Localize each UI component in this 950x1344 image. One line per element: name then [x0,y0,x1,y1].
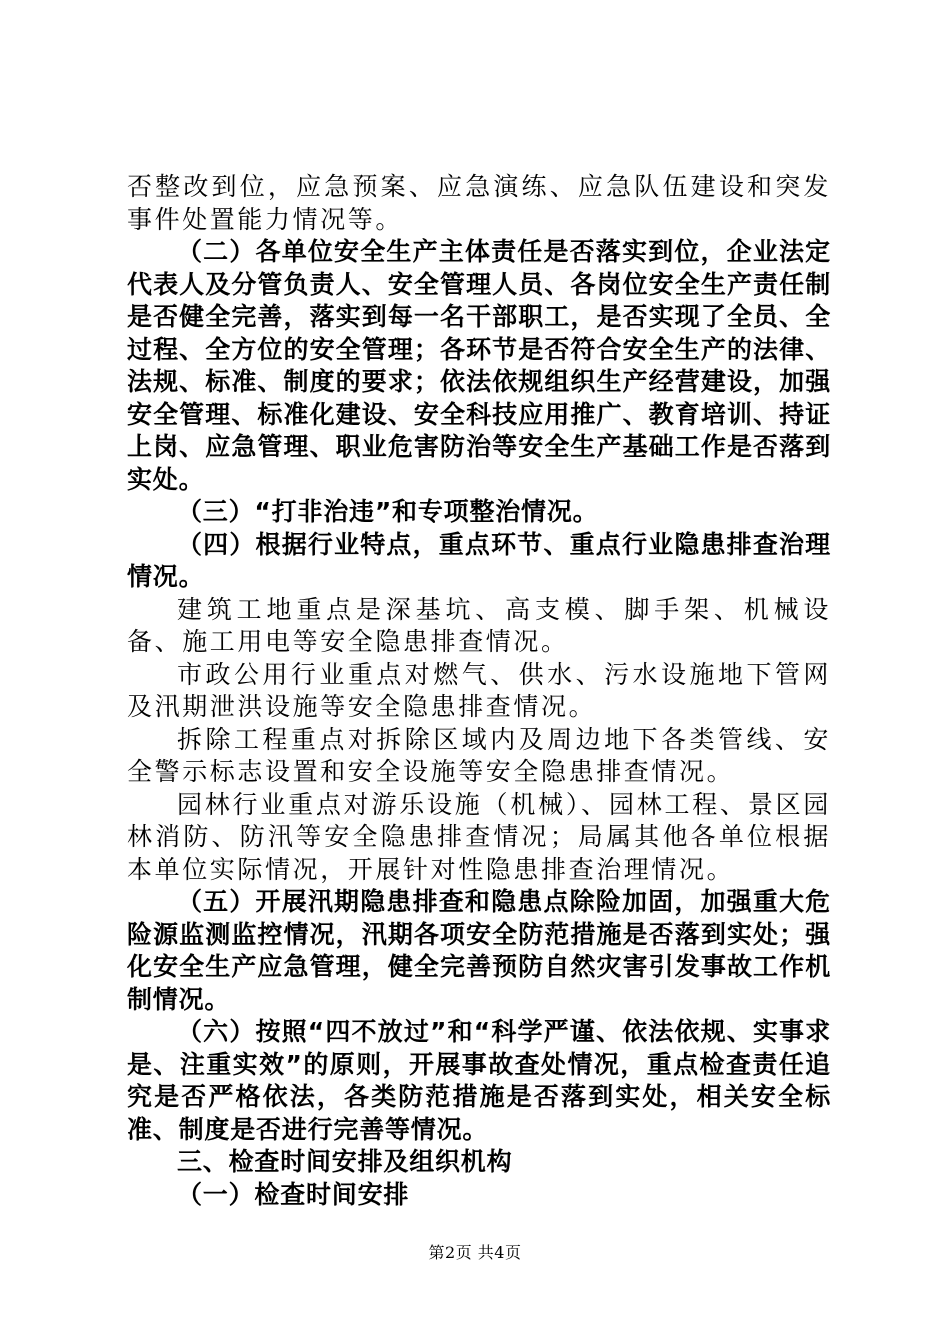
paragraph-item-6: （六）按照“四不放过”和“科学严谨、依法依规、实事求是、注重实效”的原则，开展事故查处情况，重点检查责任追究是否严格依法，各类防范措施是否落到实处，相关安全标准、制度是否进行完善等情况。 [127,1017,831,1144]
paragraph-item-3: （三）“打非治违”和专项整治情况。 [177,497,599,526]
paragraph-item-4: （四）根据行业特点，重点环节、重点行业隐患排查治理情况。 [127,529,831,591]
paragraph-item-2: （二）各单位安全生产主体责任是否落实到位，企业法定代表人及分管负责人、安全管理人员、各岗位安全生产责任制是否健全完善，落实到每一名干部职工，是否实现了全员、全过程、全方位的安全管理；各环节是否符合安全生产的法律、法规、标准、制度的要求；依法依规组织生产经营建设，加强安全管理、标准化建设、安全科技应用推广、教育培训、持证上岗、应急管理、职业危害防治等安全生产基础工作是否落到实处。 [127,237,831,494]
subsection-heading-schedule: （一）检查时间安排 [177,1179,410,1209]
section-heading-3: 三、检查时间安排及组织机构 [177,1147,513,1176]
page-number-footer: 第2页 共4页 [428,1243,522,1262]
paragraph-item-5: （五）开展汛期隐患排查和隐患点除险加固，加强重大危险源监测监控情况，汛期各项安全防范措施是否落到实处；强化安全生产应急管理，健全完善预防自然灾害引发事故工作机制情况。 [127,887,831,1014]
paragraph-construction-sites: 建筑工地重点是深基坑、高支模、脚手架、机械设备、施工用电等安全隐患排查情况。 [127,594,831,656]
paragraph-continuation: 否整改到位，应急预案、应急演练、应急队伍建设和突发事件处置能力情况等。 [127,172,831,234]
paragraph-landscape: 园林行业重点对游乐设施（机械）、园林工程、景区园林消防、防汛等安全隐患排查情况；局属其他各单位根据本单位实际情况，开展针对性隐患排查治理情况。 [127,789,831,884]
paragraph-municipal-utilities: 市政公用行业重点对燃气、供水、污水设施地下管网及汛期泄洪设施等安全隐患排查情况。 [127,659,831,721]
document-body [127,171,831,1211]
paragraph-demolition: 拆除工程重点对拆除区域内及周边地下各类管线、安全警示标志设置和安全设施等安全隐患排查情况。 [127,724,831,786]
